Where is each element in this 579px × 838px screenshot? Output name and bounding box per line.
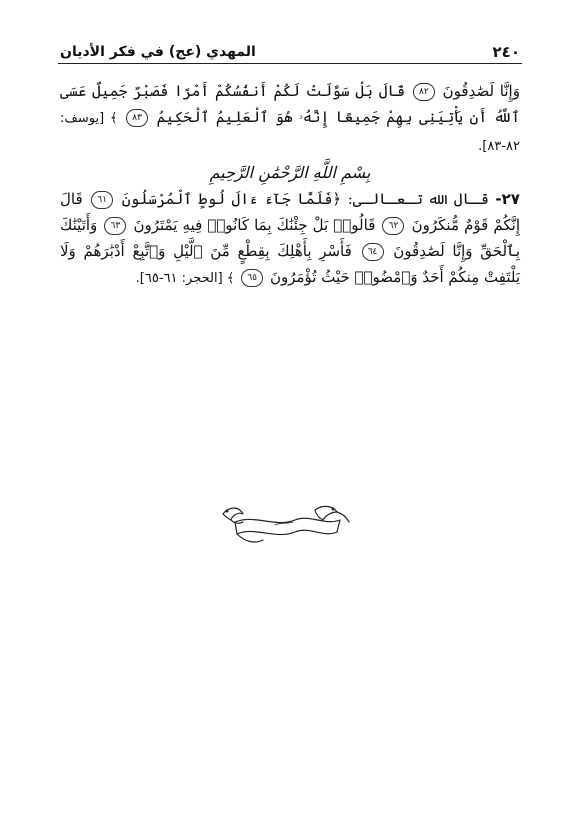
verse-text: قَالَ إِنَّكُمْ قَوْمٌ مُّنكَرُونَ <box>60 190 520 234</box>
verse-number-marker: ٨٣ <box>126 109 148 127</box>
page-header <box>60 40 520 64</box>
page-number: ٢٤٠ <box>492 43 520 61</box>
dove-ribbon-ornament-icon <box>215 500 360 550</box>
page-body <box>60 78 520 292</box>
verse-number-marker: ٦١ <box>91 191 113 209</box>
citation-reference: ﴾ [يوسف: ٨٢-٨٣]. <box>60 111 520 154</box>
entry-27 <box>60 186 520 292</box>
verse-number-marker: ٦٤ <box>362 243 384 261</box>
header-rule <box>58 63 522 64</box>
citation-reference: ﴾ [الحجر: ٦١-٦٥]. <box>135 271 235 286</box>
entry-intro: قـال الله تـعـالـى: <box>347 190 489 208</box>
verse-text: قَالَ بَلْ سَوَّلَتْ لَكُمْ أَنفُسُكُمْ أَمْرًا فَصَبْرٌ جَمِيلٌ عَسَى ٱللَّهُ أَن يَأْتِيَنِى بِهِمْ جَمِيعًا إِنَّهُۥ هُوَ ٱلْعَلِيمُ ٱلْحَكِيمُ <box>60 82 520 126</box>
entry-number: ٢٧- <box>495 190 520 208</box>
verse-text: قَالُوا۟ بَلْ جِئْنَٰكَ بِمَا كَانُوا۟ فِيهِ يَمْتَرُونَ <box>133 216 376 234</box>
verse-text: فَأَسْرِ بِأَهْلِكَ بِقِطْعٍ مِّنَ ٱلَّيْلِ وَٱتَّبِعْ أَدْبَٰرَهُمْ وَلَا يَلْتَفِتْ مِنكُمْ أَحَدٌ وَٱمْضُوا۟ حَيْثُ تُؤْمَرُونَ <box>60 242 520 286</box>
verse-number-marker: ٨٢ <box>413 83 435 101</box>
verse-text: وَأَتَيْنَٰكَ بِٱلْحَقِّ وَإِنَّا لَصَٰدِقُونَ <box>60 216 520 260</box>
verse-number-marker: ٦٣ <box>104 217 126 235</box>
verse-text: فَلَمَّا جَآءَ ءَالَ لُوطٍ ٱلْمُرْسَلُونَ <box>121 190 333 208</box>
open-bracket: ﴿ <box>332 190 342 208</box>
verse-number-marker: ٦٥ <box>241 269 263 287</box>
passage-yusuf <box>60 78 520 160</box>
basmala: بِسْمِ اللَّهِ الرَّحْمَٰنِ الرَّحِيمِ <box>209 163 371 182</box>
verse-text: وَإِنَّا لَصَٰدِقُونَ <box>442 82 520 100</box>
verse-number-marker: ٦٢ <box>382 217 404 235</box>
running-title: المهدي (عج) في فكر الأديان <box>60 44 256 60</box>
